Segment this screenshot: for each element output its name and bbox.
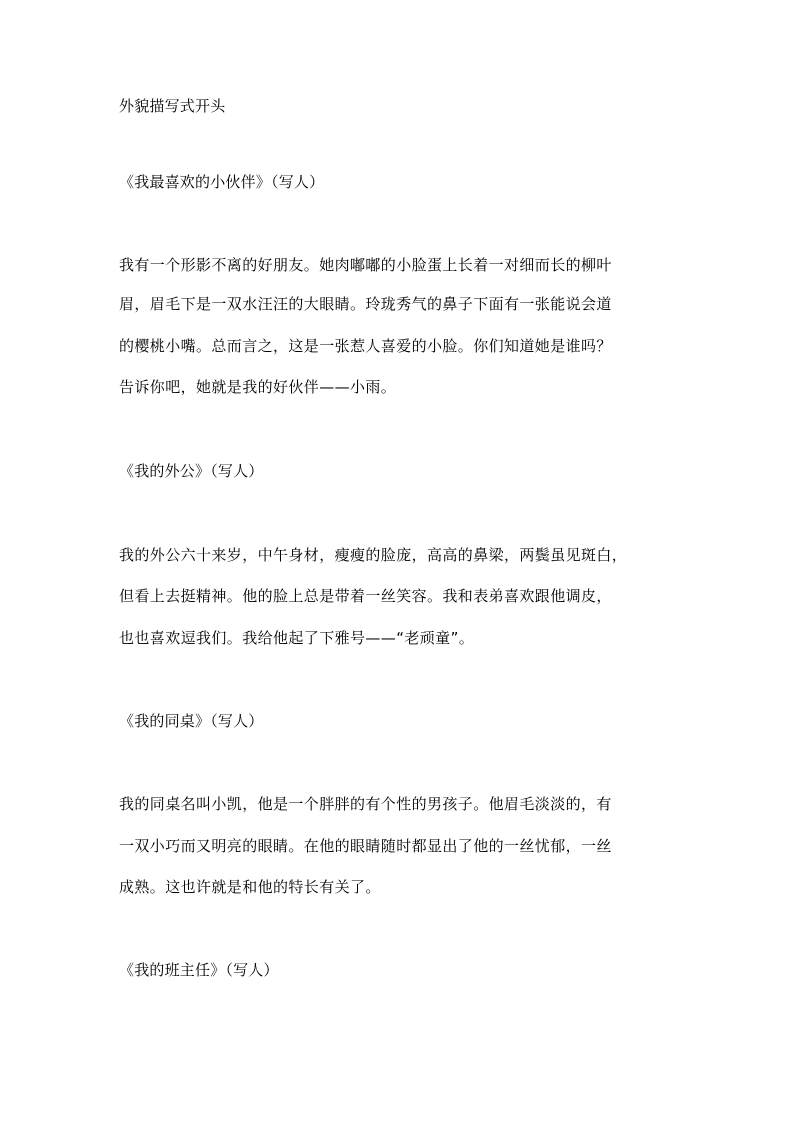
essay-1-line-4: 告诉你吧，她就是我的好伙伴——小雨。 — [119, 378, 397, 396]
essay-2-line-3: 也也喜欢逗我们。我给他起了下雅号——“老顽童”。 — [119, 629, 475, 647]
essay-1-line-1: 我有一个形影不离的好朋友。她肉嘟嘟的小脸蛋上长着一对细而长的柳叶 — [119, 256, 612, 274]
essay-2-line-1: 我的外公六十来岁，中午身材，瘦瘦的脸庞，高高的鼻梁，两鬓虽见斑白， — [119, 546, 628, 564]
essay-1-line-2: 眉，眉毛下是一双水汪汪的大眼睛。玲珑秀气的鼻子下面有一张能说会道 — [119, 295, 612, 313]
essay-title-1: 《我最喜欢的小伙伴》（写人） — [119, 173, 325, 191]
section-title: 外貌描写式开头 — [119, 97, 226, 115]
essay-1-line-3: 的樱桃小嘴。总而言之，这是一张惹人喜爱的小脸。你们知道她是谁吗？ — [119, 337, 612, 355]
essay-title-4: 《我的班主任》（写人） — [119, 961, 279, 979]
essay-2-line-2: 但看上去挺精神。他的脸上总是带着一丝笑容。我和表弟喜欢跟他调皮， — [119, 587, 612, 605]
essay-3-line-3: 成熟。这也许就是和他的特长有关了。 — [119, 878, 381, 896]
essay-3-line-2: 一双小巧而又明亮的眼睛。在他的眼睛随时都显出了他的一丝忧郁，一丝 — [119, 837, 612, 855]
essay-3-line-1: 我的同桌名叫小凯，他是一个胖胖的有个性的男孩子。他眉毛淡淡的，有 — [119, 795, 612, 813]
essay-title-2: 《我的外公》（写人） — [119, 462, 264, 480]
essay-title-3: 《我的同桌》（写人） — [119, 712, 264, 730]
